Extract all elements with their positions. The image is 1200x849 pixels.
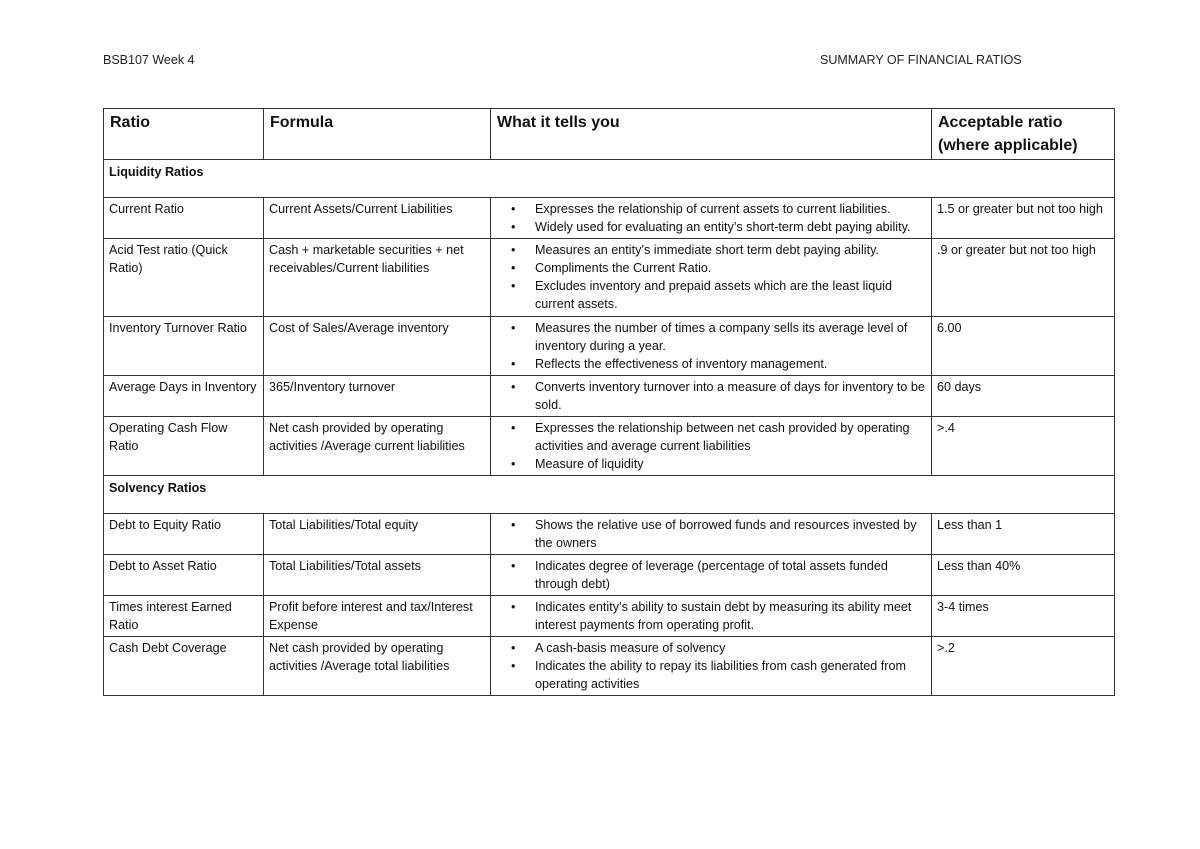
explanation-point: • Expresses the relationship of current assets to current liabilities. [535,200,926,218]
formula-cell: Total Liabilities/Total equity [264,514,491,555]
explanation-list [496,557,926,593]
table-row [104,376,1115,417]
table-row [104,514,1115,555]
acceptable-ratio-cell: 1.5 or greater but not too high [932,198,1115,239]
explanation-point: • Expresses the relationship between net cash provided by operating activities and average current liabilities [535,419,926,455]
explanation-point: • Indicates degree of leverage (percentage of total assets funded through debt) [535,557,926,593]
explanation-point: • Measures the number of times a company sells its average level of inventory during a year. [535,319,926,355]
formula-cell: Total Liabilities/Total assets [264,555,491,596]
table-row [104,198,1115,239]
ratio-name-cell: Debt to Equity Ratio [104,514,264,555]
explanation-point: • Measures an entity’s immediate short term debt paying ability. [535,241,926,259]
formula-cell: Cost of Sales/Average inventory [264,317,491,376]
explanation-cell [491,637,932,696]
column-header-what-it-tells-you: What it tells you [491,109,932,160]
explanation-point: • Compliments the Current Ratio. [535,259,926,277]
table-row [104,637,1115,696]
explanation-list [496,241,926,313]
ratios-table [103,108,1115,696]
explanation-point: • Converts inventory turnover into a measure of days for inventory to be sold. [535,378,926,414]
column-header-acceptable-ratio: Acceptable ratio (where applicable) [932,109,1115,160]
column-header-ratio: Ratio [104,109,264,160]
explanation-point: • Excludes inventory and prepaid assets which are the least liquid current assets. [535,277,926,313]
explanation-cell [491,198,932,239]
explanation-cell [491,239,932,317]
section-title: Solvency Ratios [104,476,1115,514]
table-row [104,239,1115,317]
header-course: BSB107 Week 4 [103,53,195,67]
explanation-list [496,516,926,552]
section-title: Liquidity Ratios [104,160,1115,198]
table-row [104,596,1115,637]
ratio-name-cell: Acid Test ratio (Quick Ratio) [104,239,264,317]
acceptable-ratio-cell: 3-4 times [932,596,1115,637]
explanation-cell [491,514,932,555]
explanation-list [496,419,926,473]
ratio-name-cell: Times interest Earned Ratio [104,596,264,637]
table-body [104,160,1115,696]
acceptable-ratio-cell: >.2 [932,637,1115,696]
explanation-point: • Indicates entity’s ability to sustain debt by measuring its ability meet interest payments from operating profit. [535,598,926,634]
formula-cell: Cash + marketable securities + net receivables/Current liabilities [264,239,491,317]
explanation-list [496,598,926,634]
ratio-name-cell: Debt to Asset Ratio [104,555,264,596]
explanation-cell [491,417,932,476]
table-row [104,555,1115,596]
formula-cell: Net cash provided by operating activities /Average current liabilities [264,417,491,476]
formula-cell: Current Assets/Current Liabilities [264,198,491,239]
explanation-list [496,378,926,414]
explanation-point: • Indicates the ability to repay its liabilities from cash generated from operating activities [535,657,926,693]
ratio-name-cell: Current Ratio [104,198,264,239]
header-title: SUMMARY OF FINANCIAL RATIOS [820,53,1022,67]
explanation-point: • A cash-basis measure of solvency [535,639,926,657]
explanation-point: • Widely used for evaluating an entity’s short-term debt paying ability. [535,218,926,236]
section-row [104,160,1115,198]
formula-cell: Profit before interest and tax/Interest Expense [264,596,491,637]
explanation-list [496,319,926,373]
ratio-name-cell: Cash Debt Coverage [104,637,264,696]
formula-cell: 365/Inventory turnover [264,376,491,417]
explanation-cell [491,376,932,417]
explanation-cell [491,317,932,376]
explanation-point: • Shows the relative use of borrowed funds and resources invested by the owners [535,516,926,552]
ratio-name-cell: Inventory Turnover Ratio [104,317,264,376]
explanation-point: • Measure of liquidity [535,455,926,473]
acceptable-ratio-cell: >.4 [932,417,1115,476]
explanation-point: • Reflects the effectiveness of inventory management. [535,355,926,373]
table-row [104,317,1115,376]
acceptable-ratio-cell: Less than 1 [932,514,1115,555]
acceptable-ratio-cell: 60 days [932,376,1115,417]
explanation-list [496,639,926,693]
column-header-formula: Formula [264,109,491,160]
explanation-cell [491,596,932,637]
acceptable-ratio-cell: .9 or greater but not too high [932,239,1115,317]
table-header-row [104,109,1115,160]
section-row [104,476,1115,514]
table-row [104,417,1115,476]
explanation-list [496,200,926,236]
ratio-name-cell: Operating Cash Flow Ratio [104,417,264,476]
explanation-cell [491,555,932,596]
formula-cell: Net cash provided by operating activities /Average total liabilities [264,637,491,696]
acceptable-ratio-cell: Less than 40% [932,555,1115,596]
ratio-name-cell: Average Days in Inventory [104,376,264,417]
acceptable-ratio-cell: 6.00 [932,317,1115,376]
